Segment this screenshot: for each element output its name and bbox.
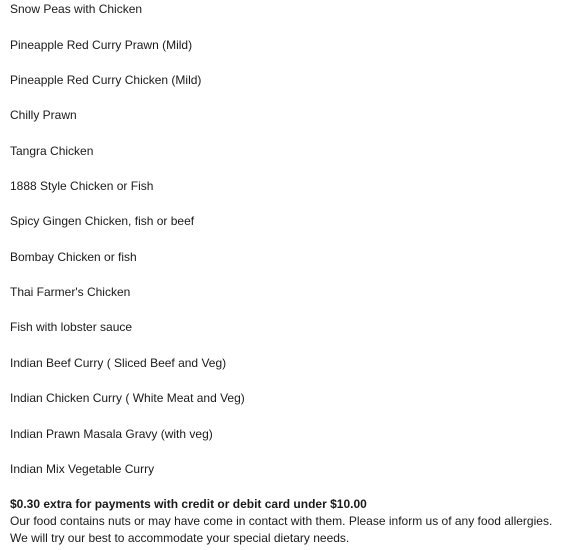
- menu-item: Snow Peas with Chicken: [10, 2, 143, 16]
- menu-item: Bombay Chicken or fish: [10, 250, 137, 264]
- menu-item: Indian Prawn Masala Gravy (with veg): [10, 427, 213, 441]
- menu-item: Fish with lobster sauce: [10, 320, 133, 334]
- dietary-notice: We will try our best to accommodate your special dietary needs.: [10, 531, 350, 545]
- payment-allergy-notice: [10, 496, 552, 547]
- allergy-notice: Our food contains nuts or may have come in contact with them. Please inform us of any food allergies.: [10, 514, 553, 528]
- menu-item: Indian Beef Curry ( Sliced Beef and Veg): [10, 356, 227, 370]
- menu-item: 1888 Style Chicken or Fish: [10, 179, 154, 193]
- menu-item: Tangra Chicken: [10, 144, 94, 158]
- menu-item: Indian Chicken Curry ( White Meat and Veg): [10, 391, 245, 405]
- card-surcharge-notice: $0.30 extra for payments with credit or debit card under $10.00: [10, 497, 367, 511]
- menu-item: Indian Mix Vegetable Curry: [10, 462, 155, 476]
- menu-item: Chilly Prawn: [10, 108, 77, 122]
- menu-item: Spicy Gingen Chicken, fish or beef: [10, 214, 195, 228]
- menu-item: Thai Farmer's Chicken: [10, 285, 131, 299]
- menu-item: Pineapple Red Curry Prawn (Mild): [10, 38, 193, 52]
- menu-item: Pineapple Red Curry Chicken (Mild): [10, 73, 202, 87]
